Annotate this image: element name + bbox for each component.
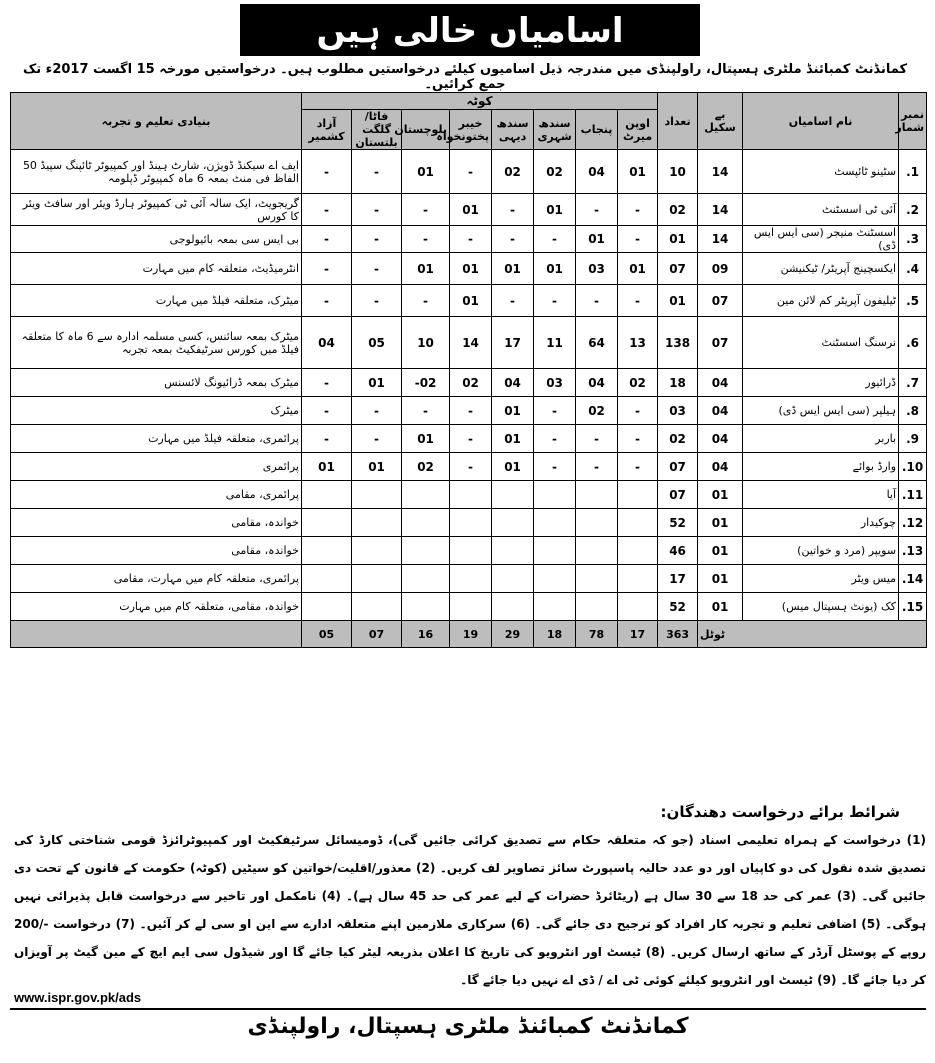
sindh-urban-cell: -	[534, 285, 576, 317]
scale-cell: 14	[698, 194, 743, 226]
sindh-rural-cell: 01	[492, 253, 534, 285]
balochistan-cell	[402, 565, 450, 593]
sindh-urban-cell	[534, 509, 576, 537]
punjab-cell: 04	[576, 150, 618, 194]
post-name-cell: کک (یونٹ ہسپتال میس)	[743, 593, 899, 621]
ajk-cell: 01	[302, 453, 352, 481]
col-education: بنیادی تعلیم و تجربہ	[11, 93, 302, 150]
balochistan-cell: -	[402, 194, 450, 226]
fata-gb-cell	[352, 537, 402, 565]
scale-cell: 09	[698, 253, 743, 285]
col-scale: بے سکیل	[698, 93, 743, 150]
serial-cell: 13.	[899, 537, 927, 565]
fata-gb-cell: -	[352, 194, 402, 226]
scale-cell: 07	[698, 317, 743, 369]
sindh-rural-cell: 01	[492, 453, 534, 481]
post-name-cell: آئی ٹی اسسٹنٹ	[743, 194, 899, 226]
sindh-urban-cell	[534, 565, 576, 593]
sindh-rural-cell: -	[492, 226, 534, 253]
serial-cell: 11.	[899, 481, 927, 509]
fata-gb-cell: -	[352, 226, 402, 253]
table-row	[11, 317, 927, 369]
sindh-rural-cell	[492, 509, 534, 537]
kpk-cell: -	[450, 226, 492, 253]
total-kpk: 19	[450, 621, 492, 648]
education-cell: پرائمری، متعلقہ کام میں مہارت، مقامی	[11, 565, 302, 593]
sindh-urban-cell: -	[534, 226, 576, 253]
open-merit-cell	[618, 481, 658, 509]
table-row	[11, 285, 927, 317]
count-cell: 52	[658, 509, 698, 537]
ajk-cell	[302, 565, 352, 593]
punjab-cell: -	[576, 194, 618, 226]
sindh-rural-cell: 01	[492, 397, 534, 425]
post-name-cell: ایکسچینج آپریٹر/ ٹیکنیشن	[743, 253, 899, 285]
post-name-cell: نرسنگ اسسٹنٹ	[743, 317, 899, 369]
serial-cell: 10.	[899, 453, 927, 481]
ajk-cell: -	[302, 425, 352, 453]
kpk-cell: -	[450, 453, 492, 481]
education-cell: ایف اے سیکنڈ ڈویژن، شارٹ ہینڈ اور کمپیوٹر ٹائپنگ سپیڈ 50 الفاظ فی منٹ بمعہ 6 ماہ کمپیوٹر ڈپلومہ	[11, 150, 302, 194]
scale-cell: 04	[698, 453, 743, 481]
balochistan-cell	[402, 509, 450, 537]
post-name-cell: سٹینو ٹائپسٹ	[743, 150, 899, 194]
scale-cell: 04	[698, 425, 743, 453]
sindh-rural-cell: 04	[492, 369, 534, 397]
col-kpk: خیبر پختونخواہ	[450, 110, 492, 150]
punjab-cell: 04	[576, 369, 618, 397]
count-cell: 01	[658, 285, 698, 317]
open-merit-cell	[618, 509, 658, 537]
table-row	[11, 481, 927, 509]
ajk-cell: -	[302, 226, 352, 253]
ajk-cell	[302, 509, 352, 537]
balochistan-cell: -	[402, 226, 450, 253]
balochistan-cell	[402, 537, 450, 565]
education-cell: انٹرمیڈیٹ، متعلقہ کام میں مہارت	[11, 253, 302, 285]
open-merit-cell: -	[618, 425, 658, 453]
scale-cell: 01	[698, 481, 743, 509]
kpk-cell: -	[450, 150, 492, 194]
sindh-rural-cell	[492, 537, 534, 565]
serial-cell: 14.	[899, 565, 927, 593]
col-open-merit: اوپن میرٹ	[618, 110, 658, 150]
balochistan-cell: 02-	[402, 369, 450, 397]
open-merit-cell: -	[618, 194, 658, 226]
post-name-cell: وارڈ بوائے	[743, 453, 899, 481]
education-cell: بی ایس سی بمعہ بائیولوجی	[11, 226, 302, 253]
fata-gb-cell: -	[352, 285, 402, 317]
open-merit-cell: -	[618, 397, 658, 425]
total-education-blank	[11, 621, 302, 648]
sindh-rural-cell: -	[492, 194, 534, 226]
count-cell: 02	[658, 194, 698, 226]
sindh-urban-cell: -	[534, 397, 576, 425]
total-sindh-rural: 29	[492, 621, 534, 648]
table-row	[11, 226, 927, 253]
balochistan-cell: 01	[402, 425, 450, 453]
scale-cell: 07	[698, 285, 743, 317]
serial-cell: 15.	[899, 593, 927, 621]
count-cell: 03	[658, 397, 698, 425]
sindh-urban-cell: 03	[534, 369, 576, 397]
punjab-cell: -	[576, 453, 618, 481]
col-fata-gb: فاٹا/گلگت بلتستان	[352, 110, 402, 150]
table-row	[11, 593, 927, 621]
education-cell: خواندہ، مقامی، متعلقہ کام میں مہارت	[11, 593, 302, 621]
punjab-cell: 02	[576, 397, 618, 425]
scale-cell: 04	[698, 369, 743, 397]
education-cell: پرائمری، مقامی	[11, 481, 302, 509]
count-cell: 01	[658, 226, 698, 253]
education-cell: گریجویٹ، ایک سالہ آئی ٹی کمپیوٹر ہارڈ ویئر اور سافٹ ویئر کا کورس	[11, 194, 302, 226]
post-name-cell: ڈرائیور	[743, 369, 899, 397]
open-merit-cell	[618, 537, 658, 565]
ajk-cell: -	[302, 285, 352, 317]
sindh-urban-cell: 01	[534, 253, 576, 285]
punjab-cell	[576, 593, 618, 621]
kpk-cell: 01	[450, 194, 492, 226]
balochistan-cell: -	[402, 285, 450, 317]
balochistan-cell: 02	[402, 453, 450, 481]
balochistan-cell	[402, 593, 450, 621]
total-sindh-urban: 18	[534, 621, 576, 648]
sindh-urban-cell: -	[534, 453, 576, 481]
fata-gb-cell: -	[352, 150, 402, 194]
sindh-urban-cell: 02	[534, 150, 576, 194]
sindh-urban-cell	[534, 481, 576, 509]
table-row	[11, 453, 927, 481]
fata-gb-cell: 05	[352, 317, 402, 369]
open-merit-cell: -	[618, 453, 658, 481]
post-name-cell: میس ویٹر	[743, 565, 899, 593]
education-cell: میٹرک بمعہ سائنس، کسی مسلمہ ادارہ سے 6 ماہ کا متعلقہ فیلڈ میں کورس سرٹیفکیٹ بمعہ تجربہ	[11, 317, 302, 369]
ajk-cell: -	[302, 194, 352, 226]
ajk-cell	[302, 537, 352, 565]
punjab-cell	[576, 509, 618, 537]
sindh-urban-cell	[534, 537, 576, 565]
post-name-cell: ٹیلیفون آپریٹر کم لائن مین	[743, 285, 899, 317]
table-row	[11, 369, 927, 397]
col-punjab: پنجاب	[576, 110, 618, 150]
open-merit-cell: 01	[618, 150, 658, 194]
sindh-rural-cell: 02	[492, 150, 534, 194]
table-row	[11, 537, 927, 565]
open-merit-cell: 02	[618, 369, 658, 397]
total-balochistan: 16	[402, 621, 450, 648]
kpk-cell: -	[450, 397, 492, 425]
education-cell: میٹرک بمعہ ڈرائیونگ لائسنس	[11, 369, 302, 397]
fata-gb-cell: -	[352, 425, 402, 453]
open-merit-cell: 01	[618, 253, 658, 285]
col-ajk: آزاد کشمیر	[302, 110, 352, 150]
fata-gb-cell: 01	[352, 453, 402, 481]
table-row	[11, 565, 927, 593]
punjab-cell: 64	[576, 317, 618, 369]
kpk-cell: 02	[450, 369, 492, 397]
fata-gb-cell: -	[352, 253, 402, 285]
kpk-cell	[450, 537, 492, 565]
kpk-cell: 01	[450, 285, 492, 317]
punjab-cell: -	[576, 425, 618, 453]
total-count: 363	[658, 621, 698, 648]
open-merit-cell: -	[618, 226, 658, 253]
sindh-rural-cell	[492, 565, 534, 593]
education-cell: میٹرک، متعلقہ فیلڈ میں مہارت	[11, 285, 302, 317]
fata-gb-cell	[352, 565, 402, 593]
count-cell: 46	[658, 537, 698, 565]
col-count: تعداد	[658, 93, 698, 150]
open-merit-cell: 13	[618, 317, 658, 369]
open-merit-cell: -	[618, 285, 658, 317]
scale-cell: 14	[698, 226, 743, 253]
ajk-cell: 04	[302, 317, 352, 369]
serial-cell: 5.	[899, 285, 927, 317]
sindh-rural-cell	[492, 481, 534, 509]
kpk-cell: -	[450, 425, 492, 453]
table-row	[11, 194, 927, 226]
education-cell: پرائمری، متعلقہ فیلڈ میں مہارت	[11, 425, 302, 453]
scale-cell: 04	[698, 397, 743, 425]
col-post: نام اسامیاں	[743, 93, 899, 150]
footer-divider	[10, 1008, 926, 1010]
kpk-cell	[450, 509, 492, 537]
education-cell: خواندہ، مقامی	[11, 509, 302, 537]
scale-cell: 01	[698, 509, 743, 537]
sindh-rural-cell: -	[492, 285, 534, 317]
sindh-rural-cell: 17	[492, 317, 534, 369]
punjab-cell	[576, 537, 618, 565]
ajk-cell	[302, 481, 352, 509]
ajk-cell: -	[302, 253, 352, 285]
post-name-cell: اسسٹنٹ منیجر (سی ایس ایس ڈی)	[743, 226, 899, 253]
vacancy-table	[10, 92, 927, 648]
total-fata-gb: 07	[352, 621, 402, 648]
kpk-cell: 14	[450, 317, 492, 369]
kpk-cell: 01	[450, 253, 492, 285]
table-row	[11, 397, 927, 425]
post-name-cell: چوکیدار	[743, 509, 899, 537]
col-quota: کوٹہ	[302, 93, 658, 110]
punjab-cell: 01	[576, 226, 618, 253]
balochistan-cell: 01	[402, 253, 450, 285]
count-cell: 17	[658, 565, 698, 593]
sindh-urban-cell	[534, 593, 576, 621]
total-ajk: 05	[302, 621, 352, 648]
sindh-urban-cell: 01	[534, 194, 576, 226]
intro-text: کمانڈنٹ کمبائنڈ ملٹری ہسپتال، راولپنڈی میں مندرجہ ذیل اسامیوں کیلئے درخواستیں مطلوب ہیں۔ درخواستیں مورخہ 15 اگست 2017ء تک جمع کرائیں۔	[22, 62, 908, 92]
ajk-cell: -	[302, 397, 352, 425]
ajk-cell	[302, 593, 352, 621]
total-open-merit: 17	[618, 621, 658, 648]
table-row	[11, 425, 927, 453]
terms-text: (1) درخواست کے ہمراہ تعلیمی اسناد (جو کہ متعلقہ حکام سے تصدیق کرائی جائیں گی)، ڈومیسائل سرٹیفکیٹ اور کمپیوٹرائزڈ قومی شناختی کارڈ کی تصدیق شدہ نقول کی دو کاپیاں اور دو عدد حالیہ پاسپورٹ سائز تصاویر لف کریں۔ (2) معذور/اقلیت/خواتین کو سیٹیں (کوٹہ) حکومت کے قانون کے تحت دی جائیں گی۔ (3) عمر کی حد 18 سے 30 سال ہے (ریٹائرڈ حضرات کے لیے عمر کی حد 45 سال ہے)۔ (4) نامکمل اور تاخیر سے درخواست قابل پذیرائی نہیں ہوگی۔ (5) اضافی تعلیم و تجربہ کار افراد کو ترجیح دی جائے گی۔ (6) سرکاری ملازمین اپنے متعلقہ ادارے سے این او سی لے کر آئیں۔ (7) درخواست -/200 روپے کے پوسٹل آرڈر کے ساتھ ارسال کریں۔ (8) ٹیسٹ اور انٹرویو کی تاریخ کا اعلان بذریعہ لیٹر کیا جائے گا اور شیڈول سی ایم ایچ کے مین گیٹ پر آویزاں کر دیا جائے گا۔ (9) ٹیسٹ اور انٹرویو کیلئے کوئی ٹی اے / ڈی اے نہیں دیا جائے گا۔	[14, 833, 927, 987]
kpk-cell	[450, 481, 492, 509]
serial-cell: 2.	[899, 194, 927, 226]
punjab-cell	[576, 565, 618, 593]
sindh-urban-cell: -	[534, 425, 576, 453]
table-body	[11, 150, 927, 621]
punjab-cell: -	[576, 285, 618, 317]
footer-title: کمانڈنٹ کمبائنڈ ملٹری ہسپتال، راولپنڈی	[247, 1014, 689, 1039]
post-name-cell: سویپر (مرد و خواتین)	[743, 537, 899, 565]
website-link[interactable]: www.ispr.gov.pk/ads	[14, 990, 142, 1005]
kpk-cell	[450, 565, 492, 593]
count-cell: 07	[658, 253, 698, 285]
banner-title: اسامیاں خالی ہیں	[240, 4, 700, 56]
serial-cell: 7.	[899, 369, 927, 397]
count-cell: 10	[658, 150, 698, 194]
serial-cell: 12.	[899, 509, 927, 537]
total-row	[11, 621, 927, 648]
punjab-cell: 03	[576, 253, 618, 285]
total-punjab: 78	[576, 621, 618, 648]
post-name-cell: آیا	[743, 481, 899, 509]
education-cell: خواندہ، مقامی	[11, 537, 302, 565]
table-row	[11, 253, 927, 285]
col-sindh-rural: سندھ دیہی	[492, 110, 534, 150]
count-cell: 18	[658, 369, 698, 397]
post-name-cell: ہیلپر (سی ایس ایس ڈی)	[743, 397, 899, 425]
col-serial: نمبر شمار	[899, 93, 927, 150]
serial-cell: 9.	[899, 425, 927, 453]
total-label: ٹوٹل	[698, 621, 927, 648]
table-row	[11, 509, 927, 537]
count-cell: 07	[658, 481, 698, 509]
balochistan-cell: 10	[402, 317, 450, 369]
serial-cell: 8.	[899, 397, 927, 425]
count-cell: 52	[658, 593, 698, 621]
ajk-cell: -	[302, 150, 352, 194]
terms-title: شرائط برائے درخواست دھندگان:	[660, 803, 900, 821]
scale-cell: 01	[698, 565, 743, 593]
balochistan-cell	[402, 481, 450, 509]
count-cell: 07	[658, 453, 698, 481]
kpk-cell	[450, 593, 492, 621]
balochistan-cell: -	[402, 397, 450, 425]
sindh-rural-cell: 01	[492, 425, 534, 453]
fata-gb-cell: -	[352, 397, 402, 425]
open-merit-cell	[618, 593, 658, 621]
ajk-cell: -	[302, 369, 352, 397]
col-balochistan: بلوچستان	[402, 110, 450, 150]
scale-cell: 01	[698, 537, 743, 565]
sindh-urban-cell: 11	[534, 317, 576, 369]
count-cell: 138	[658, 317, 698, 369]
serial-cell: 4.	[899, 253, 927, 285]
education-cell: میٹرک	[11, 397, 302, 425]
serial-cell: 1.	[899, 150, 927, 194]
post-name-cell: باربر	[743, 425, 899, 453]
scale-cell: 01	[698, 593, 743, 621]
scale-cell: 14	[698, 150, 743, 194]
education-cell: پرائمری	[11, 453, 302, 481]
header-row	[11, 93, 927, 110]
fata-gb-cell	[352, 481, 402, 509]
table-row	[11, 150, 927, 194]
punjab-cell	[576, 481, 618, 509]
serial-cell: 6.	[899, 317, 927, 369]
sindh-rural-cell	[492, 593, 534, 621]
count-cell: 02	[658, 425, 698, 453]
fata-gb-cell	[352, 593, 402, 621]
fata-gb-cell	[352, 509, 402, 537]
balochistan-cell: 01	[402, 150, 450, 194]
col-sindh-urban: سندھ شہری	[534, 110, 576, 150]
fata-gb-cell: 01	[352, 369, 402, 397]
open-merit-cell	[618, 565, 658, 593]
serial-cell: 3.	[899, 226, 927, 253]
